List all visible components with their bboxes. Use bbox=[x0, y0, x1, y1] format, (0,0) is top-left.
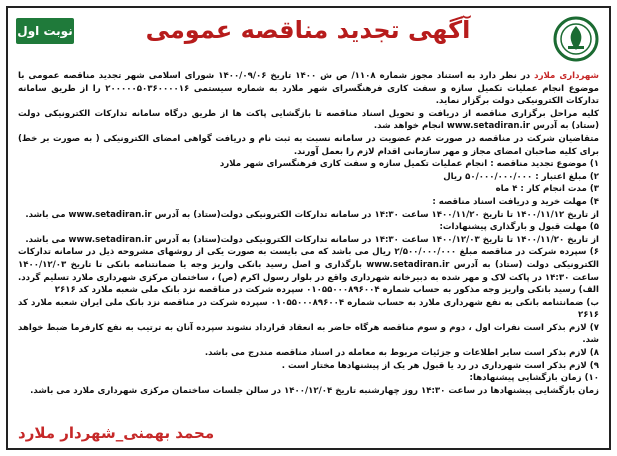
opening-text: زمان بازگشایی پیشنهادها در ساعت ۱۴:۳۰ روز چهارشنبه تاریخ ۱۴۰۰/۱۲/۰۴ در سالن جلسات ساختمان مرکزی شهرداری ملارد می باشد. bbox=[30, 385, 599, 396]
publication-round-badge: نوبت اول bbox=[16, 18, 74, 44]
paragraph-text: در نظر دارد به استناد مجوز شماره ۱۱۰۸/ ص ش ۱۴۰۰ تاریخ ۱۴۰۰/۰۹/۰۶ شورای اسلامی شهر تجدید مناقصه عمومی با موضوع انجام عملیات تکمیل سازه و سفت کاری فرهنگسرای شهر ملارد به شماره سیستمی ۲۰۰۰۰۰۵۰۳۶۰۰۰۰۱۶ را از طریق سامانه تدارکات الکترونیکی دولت برگزار نماید. bbox=[18, 71, 599, 107]
rejection-right-item: ۹) لازم بذکر است شهرداری در رد یا قبول هر یک از پیشنهادها مختار است . bbox=[281, 360, 599, 371]
ad-frame bbox=[6, 6, 611, 450]
intro-paragraph bbox=[18, 70, 599, 108]
ad-title: آگهی تجدید مناقصه عمومی bbox=[145, 16, 471, 44]
opening-heading: ۱۰) زمان بازگشایی پیشنهادها: bbox=[469, 373, 599, 384]
ad-header bbox=[8, 8, 609, 68]
details-item: ۸) لازم بذکر است سایر اطلاعات و جزئیات مربوط به معامله در اسناد مناقصه مندرج می باشد. bbox=[204, 348, 599, 359]
paragraph: متقاضیان شرکت در مناقصه در صورت عدم عضویت در سامانه نسبت به ثبت نام و دریافت گواهی امضای الکترونیکی ( به صورت بر خط) برای کلیه صاحبان امضای مجاز و مهر سازمانی اقدام لازم را بعمل آورند. bbox=[18, 133, 599, 157]
guarantee-item: ب) ضمانتنامه بانکی به نفع شهرداری ملارد به حساب شماره ۰۱۰۵۵۰۰۰۸۹۶۰۰۴ سپرده شرکت در مناقصه نزد بانک ملی ایران شعبه ملارد کد ۲۶۱۶ bbox=[18, 297, 599, 321]
organization-name: شهرداری ملارد bbox=[534, 71, 599, 81]
tender-subject-item: ۱) موضوع تجدید مناقصه : انجام عملیات تکمیل سازه و سفت کاری فرهنگسرای شهر ملارد bbox=[219, 159, 599, 170]
municipality-emblem-icon bbox=[553, 16, 599, 62]
documents-deadline-heading: ۴) مهلت خرید و دریافت اسناد مناقصه : bbox=[432, 196, 599, 207]
budget-item: ۲) مبلغ اعتبار : ۵۰/۰۰۰/۰۰۰/۰۰۰ ریال bbox=[443, 171, 599, 182]
paragraph: کلیه مراحل برگزاری مناقصه از دریافت و تحویل اسناد مناقصه تا بازگشایی پاکت ها از طریق درگاه سامانه تدارکات الکترونیکی دولت (ستاد) به آدرس www.setadiran.ir انجام خواهد شد. bbox=[18, 108, 599, 132]
forfeit-item: ۷) لازم بذکر است نفرات اول ، دوم و سوم مناقصه هرگاه حاضر به انعقاد قرارداد نشوند سپرده آنان به ترتیب به نفع کارفرما ضبط خواهد شد. bbox=[18, 322, 599, 346]
duration-item: ۳) مدت انجام کار : ۴ ماه bbox=[495, 184, 599, 195]
ad-body bbox=[18, 70, 599, 414]
submission-deadline-text: از تاریخ ۱۴۰۰/۱۱/۲۰ تا تاریخ ۱۴۰۰/۱۲/۰۳ ساعت ۱۴:۳۰ در سامانه تدارکات الکترونیکی دولت(ستاد) به آدرس www.setadiran.ir می باشد. bbox=[25, 234, 599, 245]
submission-deadline-heading: ۵) مهلت قبول و بارگذاری پیشنهادات: bbox=[439, 222, 599, 233]
signature: محمد بهمنی_شهردار ملارد bbox=[18, 424, 215, 442]
documents-deadline-text: از تاریخ ۱۴۰۰/۱۱/۱۲ تا تاریخ ۱۴۰۰/۱۱/۲۰ ساعت ۱۴:۳۰ در سامانه تدارکات الکترونیکی دولت(ستاد) به آدرس www.setadiran.ir می باشد. bbox=[25, 209, 599, 220]
deposit-item: ۶) سپرده شرکت در مناقصه مبلغ ۲/۵۰۰/۰۰۰/۰۰۰ ریال می باشد که می بایست به صورت یکی از روشهای مشروحه ذیل در سامانه تدارکات الکترونیکی دولت (ستاد) به آدرس www.setadiran.ir بارگذاری و اصل رسید بانکی واریز وجه یا ضمانتنامه بانکی تا تاریخ ۱۴۰۰/۱۲/۰۳ ساعت ۱۴:۳۰ در پاکت لاک و مهر شده به دبیرخانه شهرداری واقع در بلوار رسول اکرم (ص) ، ساختمان مرکزی شهرداری ملارد تسلیم گردد. الف) رسید بانکی واریز وجه مذکور به حساب شماره ۰۱۰۵۵۰۰۰۸۹۶۰۰۴ سپرده شرکت در مناقصه نزد بانک ملی شعبه ملارد کد ۲۶۱۶ bbox=[18, 247, 599, 296]
